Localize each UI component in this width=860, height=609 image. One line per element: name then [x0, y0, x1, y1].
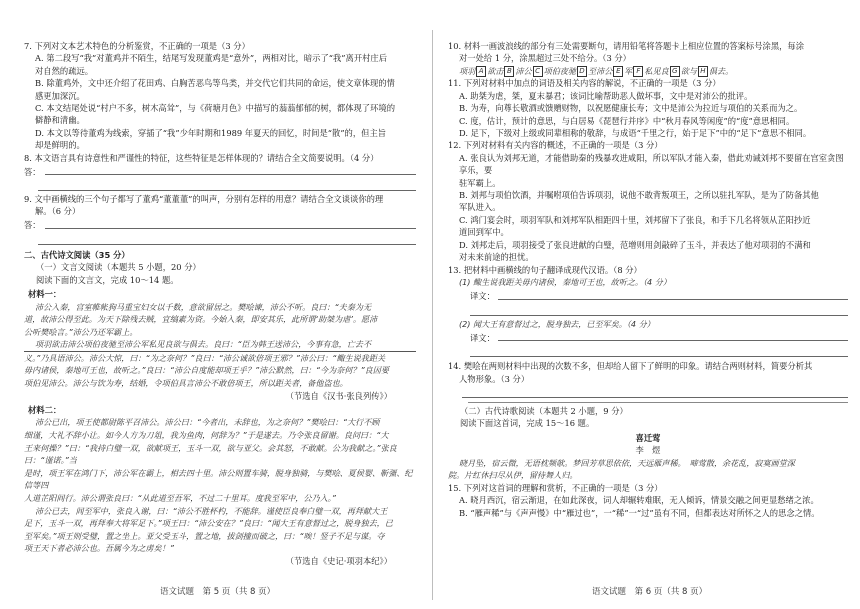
- material-2-line: 沛公已去，间至军中，张良入谢，曰：“沛公不胜杯杓，不能辞。谨使臣良奉白璧一双，再拜献大王: [35, 505, 388, 516]
- q8-stem: 8. 本文语言具有诗意性和严谨性的特征，这些特征是怎样体现的？请结合全文简要说明。（4 分）: [24, 152, 379, 163]
- section-separator: [468, 402, 848, 403]
- q8-answer-line[interactable]: [38, 178, 416, 191]
- material-2-line: 沛公已出，项王使都尉陈平召沛公。沛公曰：“今者出，未辞也，为之奈何？”樊哙曰：“大行不顾: [35, 417, 380, 428]
- material-1-line: 义。”乃具语沛公。沛公大惊，曰：“为之奈何？”良曰：“沛公诚欲倍项王邪？”沛公曰：“鲰生说我距关: [24, 352, 386, 363]
- material-2-source: （节选自《史记·项羽本纪》）: [285, 556, 392, 566]
- material-2-line: 王来何操？”曰：“我持白璧一双，欲献项王，玉斗一双，欲与亚父。会其怒，不敢献。公为我献之。”张良曰：“谨诺。”当: [24, 442, 397, 466]
- material-1-source: （节选自《汉书·张良列传》）: [285, 390, 392, 401]
- page-divider: [432, 30, 433, 600]
- material-2-line: 细谨，大礼不辞小让。如今人方为刀俎，我为鱼肉，何辞为？”于是遂去。乃令张良留谢。良问曰：“大: [24, 430, 389, 441]
- q10-box-c[interactable]: C: [533, 66, 543, 77]
- q10-stem-cont: 对一处给 1 分，涂黑超过三处不给分。（3 分）: [459, 53, 631, 64]
- q9-answer-label: 答：: [24, 220, 41, 231]
- q12-option-c-cont: 道回到军中。: [459, 227, 509, 238]
- material-2-line: 人道芷阳间行。沛公谓张良曰：“从此道至吾军，不过二十里耳。度我至军中，公乃入。”: [24, 493, 336, 504]
- poetry-instruction: 阅读下面这首词，完成 15～16 题。: [460, 418, 595, 429]
- subsection-poetry: （二）古代诗歌阅读（本题共 2 小题，9 分）: [460, 405, 628, 416]
- material-2-label: 材料二：: [28, 405, 62, 416]
- q11-option-d: D. 足下，下级对上级或同辈相称的敬辞，与成语“千里之行，始于足下”中的“足下”意思不相同。: [459, 128, 812, 139]
- q7-option-d-cont: 却是鲜明的。: [35, 140, 85, 151]
- q13-sentence-2: (2) 闻大王有意督过之，脱身独去，已至军矣。（4 分）: [459, 318, 655, 329]
- poem-line: 晓月坠，宿云微，无语枕频欹。梦回芳草思依依，天远雁声稀。 啼莺散，余花乱，寂寞画堂深: [459, 457, 795, 468]
- q10-segment-text: 欲与: [680, 65, 697, 76]
- left-page: [0, 0, 428, 609]
- q11-option-b: B. 为寿，向尊长敬酒或馈赠财物，以祝愿健康长寿；文中是沛公为拉近与项伯的关系而为之。: [459, 103, 803, 114]
- q10-segment-text: 沛公: [515, 65, 532, 76]
- q12-option-d: D. 刘邦走后，项羽接受了张良进献的白璧，范增则用剑敲碎了玉斗，并表达了他对项羽的不满和: [459, 239, 811, 250]
- q7-option-b-cont: 感更加深沉。: [35, 90, 85, 101]
- reading-instruction: 阅读下面的文言文，完成 10～14 题。: [36, 274, 179, 285]
- page-footer-left: 语文试题 第 5 页（共 8 页）: [160, 587, 276, 597]
- material-2-line: 项王天下者必沛公也。吾属今为之虏矣！”: [24, 543, 174, 554]
- q7-option-a-cont: 对自然的疏远。: [35, 65, 94, 76]
- q13-2-translation-row[interactable]: [448, 330, 848, 344]
- q14-stem-cont: 人物形象。（3 分）: [459, 373, 530, 384]
- q10-segment-text: 项羽: [459, 65, 476, 76]
- q12-option-b: B. 刘邦与项伯饮酒，并嘱咐项伯告诉项羽，说他不敢背叛项王，之所以驻扎军队，是为了防备其他: [459, 190, 819, 201]
- q14-answer-line[interactable]: [462, 385, 848, 398]
- material-2-line: 至军矣。”项王则受璧，置之坐上。亚父受玉斗，置之地，拔剑撞而破之，曰：“唉！竖子不足与谋。夺: [24, 530, 385, 541]
- q11-option-c: C. 度，估计，预计的意思，与白居易《琵琶行并序》中“秋月春风等闲度”的“度”意思相同。: [459, 115, 795, 126]
- q13-1-translation-label: 译文：: [470, 291, 495, 302]
- q9-stem: 9. 文中画横线的三个句子都写了董鸡“董董董”的叫声，分别有怎样的用意？请结合全文谈谈你的理: [24, 194, 384, 205]
- q13-stem: 13. 把材料中画横线的句子翻译成现代汉语。（8 分）: [448, 264, 642, 275]
- q7-option-c-cont: 僻静和清幽。: [35, 115, 85, 126]
- q12-option-d-cont: 对未来前途的担忧。: [459, 252, 534, 263]
- q7-option-b: B. 除董鸡外，文中还介绍了花田鸡、白胸苦恶鸟等鸟类，并交代它们共同的命运，使文章体现的情: [35, 78, 395, 89]
- q9-answer-row[interactable]: [24, 218, 416, 232]
- q11-stem: 11. 下列对材料中加点的词语及相关内容的解说，不正确的一项是（3 分）: [448, 78, 721, 89]
- q13-sentence-1: (1) 鲰生说我距关毋内诸侯，秦地可王也，故听之。（4 分）: [459, 276, 671, 287]
- q8-answer-label: 答：: [24, 166, 41, 177]
- q7-option-c: C. 本文结尾处说“村户不多，树木高耸”，与《荷塘月色》中描写的蓊蓊郁郁的树，都体现了环境的: [35, 103, 395, 114]
- material-1-line-wavy: 项羽欲击沛公项伯夜驰至沛公军私见良欲与俱去。良曰：“臣为韩王送沛公，今事有急，亡去不: [24, 338, 416, 352]
- q8-answer-row[interactable]: [24, 164, 416, 178]
- q15-stem: 15. 下列对这首词的理解和赏析，不正确的一项是（3 分）: [448, 482, 663, 493]
- q10-box-f[interactable]: F: [633, 66, 643, 77]
- q10-segment-text: 项伯夜驰: [543, 65, 576, 76]
- q10-box-h[interactable]: H: [698, 66, 708, 77]
- q14-stem: 14. 樊哙在两则材料中出现的次数不多，但却给人留下了鲜明的印象。请结合两则材料，简要分析其: [448, 361, 813, 372]
- q10-segment-text: 俱去。: [708, 65, 734, 76]
- material-2-text: [24, 416, 416, 555]
- material-1-line: 沛公入秦，宫室帷帐狗马重宝妇女以千数，意欲留居之。樊哙谏，沛公不听。良曰：“夫秦为无: [35, 301, 372, 312]
- q10-stem: 10. 材料一画波浪线的部分有三处需要断句，请用铅笔将答题卡上相应位置的答案标号涂黑，每涂: [448, 41, 805, 51]
- q10-segment-text: 军: [624, 65, 633, 76]
- q12-option-a: A. 张良认为刘邦无道，才能借助秦的残暴攻进咸阳，所以军队才能入秦，借此劝诫刘邦不要留在宫室贪图享乐，要: [459, 152, 844, 176]
- material-1-label: 材料一：: [28, 289, 62, 300]
- q10-segment-text: 私见良: [644, 65, 669, 76]
- q10-segment-text: 欲击: [487, 65, 504, 76]
- q12-option-a-cont: 驻军霸上。: [459, 177, 501, 188]
- q13-2-translation-label: 译文：: [470, 332, 495, 343]
- material-2-line: 足下，玉斗一双，再拜奉大将军足下。”项王曰：“沛公安在？”良曰：“闻大王有意督过之，脱身独去，已: [24, 518, 393, 529]
- q12-option-c: C. 鸿门宴会时，项羽军队和刘邦军队相距四十里，刘邦留下了张良，和手下几名将领从芷阳抄近: [459, 214, 811, 225]
- q12-stem: 12. 下列对材料有关内容的概述，不正确的一项是（3 分）: [448, 140, 663, 151]
- q12-option-b-cont: 军队进入。: [459, 202, 501, 213]
- q13-1-translation-line[interactable]: [470, 303, 848, 316]
- q10-segment-row: [448, 65, 848, 78]
- q7-option-d: D. 本文以等待董鸡为线索，穿插了“我”少年时期和1989 年夏天的回忆，时间是“散”的，但主旨: [35, 127, 387, 138]
- poem-line: 院。片红休扫尽从伊，留待舞人归。: [448, 470, 578, 481]
- q10-box-e[interactable]: E: [613, 66, 623, 77]
- q9-stem-cont: 解。（6 分）: [35, 206, 81, 217]
- q10-box-d[interactable]: D: [577, 66, 587, 77]
- q10-box-a[interactable]: A: [476, 66, 486, 77]
- material-1-line: 毋内诸侯，秦地可王也，故听之。”良曰：“沛公自度能却项王乎？”沛公默然，曰：“今为奈何？”良因要: [24, 365, 389, 376]
- q9-answer-line[interactable]: [38, 232, 416, 245]
- subsection-classical-prose: （一）文言文阅读（本题共 5 小题，20 分）: [36, 262, 201, 273]
- material-1-line: 公听樊哙言。”沛公乃还军霸上。: [24, 326, 138, 337]
- q7-stem: 7. 下列对文本艺术特色的分析鉴赏，不正确的一项是（3 分）: [24, 41, 250, 51]
- q15-option-a: A. 晓月西沉，宿云渐退，在如此深夜，词人却辗转难眠，无人倾诉，情景交融之间更显愁绪之浓。: [459, 495, 819, 506]
- poem-title: 喜迁莺: [635, 432, 661, 443]
- section-ancient-reading: 二、古代诗文阅读（35 分）: [24, 249, 130, 260]
- q10-segment-text: 至沛公: [588, 65, 613, 76]
- right-page: [436, 0, 860, 609]
- material-1-text: [24, 301, 416, 390]
- q13-1-translation-row[interactable]: [448, 289, 848, 303]
- material-1-line: 项伯见沛公。沛公与饮为寿，结婚，令项伯具言沛公不敢倍项王，所以距关者，备他盗也。: [24, 378, 348, 389]
- q13-2-translation-line[interactable]: [470, 344, 848, 357]
- q15-option-b: B. “雁声稀”与《声声慢》中“雁过也”，一“稀”一“过”虽有不同，但都表达对所怀之人的思念之情。: [459, 507, 820, 518]
- q7-option-a: A. 第二段写“我”对董鸡并不陌生，结尾写发现董鸡是“意外”，两相对比，暗示了“我”离开村庄后: [35, 53, 388, 64]
- q11-option-a: A. 助桀为虐，桀，夏末暴君；该词比喻帮助恶人做坏事，文中是对沛公的批评。: [459, 90, 753, 101]
- material-2-line: 是时，项王军在鸿门下，沛公军在霸上，相去四十里。沛公则置车骑，脱身独骑，与樊哙、夏侯婴、靳彊、纪信等四: [24, 467, 413, 491]
- page-footer-right: 语文试题 第 6 页（共 8 页）: [592, 587, 708, 597]
- material-1-line: 道，故沛公得至此。为天下除残去贼，宜缟素为资。今始入秦，即安其乐，此所谓‘助桀为虐’。愿沛: [24, 314, 378, 325]
- q10-box-g[interactable]: G: [670, 66, 680, 77]
- q10-box-b[interactable]: B: [504, 66, 514, 77]
- poem-author: 李 煜: [635, 445, 661, 456]
